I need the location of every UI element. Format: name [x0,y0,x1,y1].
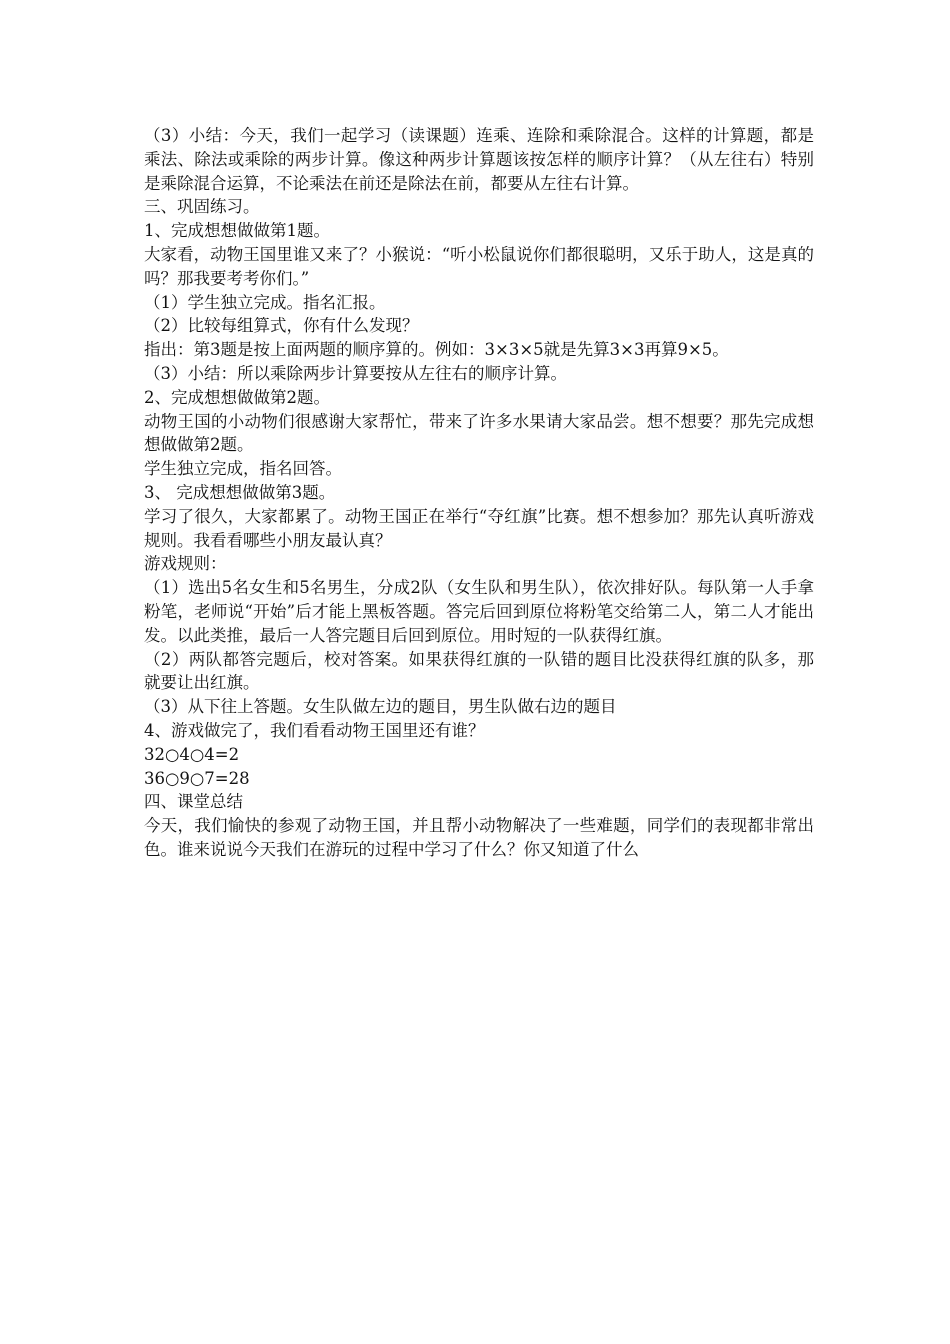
paragraph-summary-1: （3）小结：今天，我们一起学习（读课题）连乘、连除和乘除混合。这样的计算题，都是乘法、除法或乘除的两步计算。像这种两步计算题该按怎样的顺序计算？（从左往右）特别是乘除混合运算，不论乘法在前还是除法在前，都要从左往右计算。 [144,126,814,193]
paragraph-point-out: 指出：第3题是按上面两题的顺序算的。例如：3×3×5就是先算3×3再算9×5。 [144,340,729,360]
section-heading-practice: 三、巩固练习。 [144,197,260,217]
paragraph-summary-final: 今天，我们愉快的参观了动物王国，并且帮小动物解决了一些难题，同学们的表现都非常出色。谁来说说今天我们在游玩的过程中学习了什么？你又知道了什么 [144,816,814,859]
game-rule-2: （2）两队都答完题后，校对答案。如果获得红旗的一队错的题目比没获得红旗的队多，那就要让出红旗。 [144,649,814,693]
exercise-heading-1: 1、完成想想做做第1题。 [144,221,330,241]
paragraph-red-flag: 学习了很久，大家都累了。动物王国正在举行“夺红旗”比赛。想不想参加？那先认真听游戏规则。我看看哪些小朋友最认真？ [144,506,814,550]
paragraph-step-1: （1）学生独立完成。指名汇报。 [144,292,386,312]
document-body [144,124,814,862]
paragraph-step-2: （2）比较每组算式，你有什么发现？ [144,316,419,336]
paragraph-fruit: 动物王国的小动物们很感谢大家帮忙，带来了许多水果请大家品尝。想不想要？那先完成想想做做第2题。 [144,411,814,455]
section-heading-summary: 四、课堂总结 [144,792,243,812]
game-rules-heading: 游戏规则： [144,554,227,574]
paragraph-answer: 学生独立完成，指名回答。 [144,459,342,479]
exercise-heading-3: 3、 完成想想做做第3题。 [144,482,336,502]
equation-1: 32○4○4=2 [144,744,240,764]
paragraph-monkey: 大家看，动物王国里谁又来了？小猴说：“听小松鼠说你们都很聪明，又乐于助人，这是真的吗？那我要考考你们。” [144,244,814,288]
equation-2: 36○9○7=28 [144,768,250,788]
exercise-heading-4: 4、游戏做完了，我们看看动物王国里还有谁？ [144,720,485,740]
paragraph-step-3: （3）小结：所以乘除两步计算要按从左往右的顺序计算。 [144,363,567,383]
exercise-heading-2: 2、完成想想做做第2题。 [144,387,330,407]
game-rule-1: （1）选出5名女生和5名男生，分成2队（女生队和男生队），依次排好队。每队第一人手拿粉笔，老师说“开始”后才能上黑板答题。答完后回到原位将粉笔交给第二人，第二人才能出发。以此类推，最后一人答完题目后回到原位。用时短的一队获得红旗。 [144,578,814,645]
game-rule-3: （3）从下往上答题。女生队做左边的题目，男生队做右边的题目 [144,697,617,717]
